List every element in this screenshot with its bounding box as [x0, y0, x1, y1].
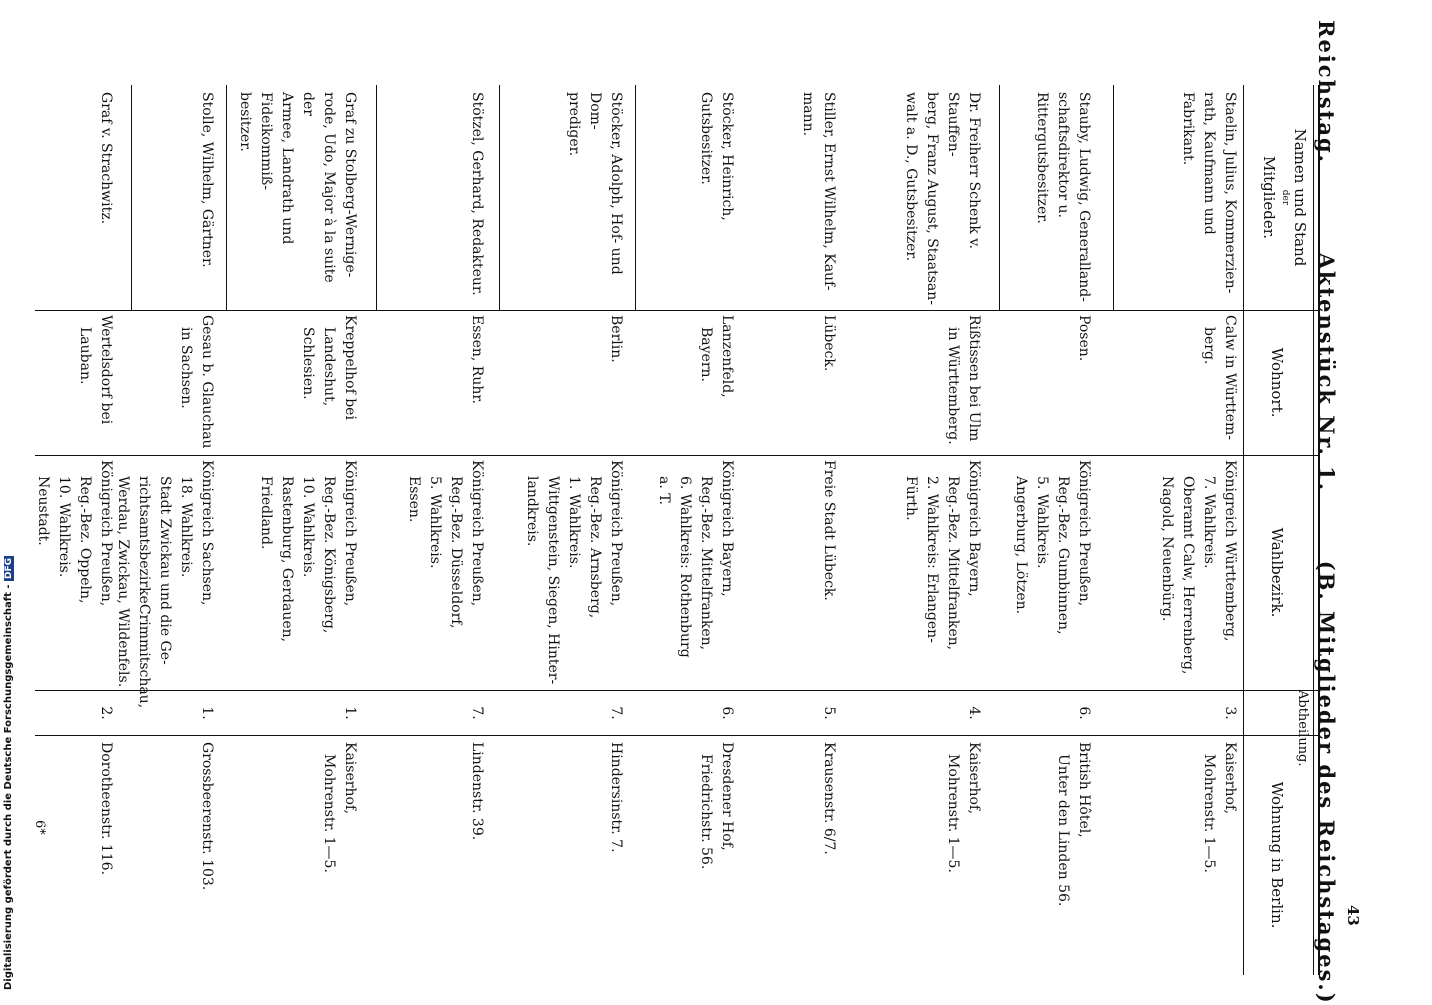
cell-line: Staelin, Julius, Kommerzien-	[1222, 92, 1238, 294]
cell-district	[818, 460, 839, 688]
cell-line: landkreis.	[524, 476, 540, 547]
header-right: (B. Mitglieder des Reichstages.)	[1314, 560, 1339, 1005]
cell-line: Stauby, Ludwig, Generalland-	[1076, 92, 1092, 302]
cell-line: 7.	[469, 706, 485, 720]
cell-line: a. T.	[656, 476, 672, 505]
cell-line: Königreich Preußen,	[98, 460, 114, 607]
cell-line: Königreich Preußen,	[608, 460, 624, 607]
col-header-district: Wahlbezirk.	[1268, 527, 1286, 618]
col-header-name-line1: Namen und Stand	[1291, 128, 1309, 267]
cell-line: Reg.-Bez. Mittelfranken,	[698, 476, 714, 651]
cell-line: Königreich Sachsen,	[199, 460, 215, 606]
page-number: 43	[1344, 905, 1362, 926]
cell-residence	[297, 315, 360, 453]
cell-residence	[942, 315, 984, 453]
signature-mark: 6*	[32, 820, 47, 835]
cell-residence	[605, 315, 626, 453]
cell-line: Reg.-Bez. Oppeln,	[77, 476, 93, 604]
cell-line: Landeshut,	[321, 327, 337, 407]
cell-line: walt a. D., Gutsbesitzer.	[903, 92, 919, 262]
cell-line: Königreich Bayern,	[966, 460, 982, 597]
cell-berlin	[196, 742, 217, 972]
cell-line: Kaiserhof,	[342, 742, 358, 815]
cell-line: rode, Udo, Major à la suite der	[300, 92, 337, 283]
col-sep-4	[35, 735, 1320, 736]
cell-district	[1156, 460, 1240, 688]
row-divider	[499, 85, 500, 310]
col-header-section: Abtheilung.	[1295, 690, 1310, 767]
cell-berlin	[818, 742, 839, 972]
cell-berlin	[95, 742, 116, 972]
cell-line: Mohrenstr. 1—5.	[321, 754, 337, 873]
cell-section	[466, 695, 487, 731]
cell-line: Dorotheenstr. 116.	[98, 742, 114, 876]
cell-section	[196, 695, 217, 731]
cell-line: Stötzel, Gerhard, Redakteur.	[469, 92, 485, 296]
cell-line: Grossbeerenstr. 103.	[199, 742, 215, 891]
cell-section	[818, 695, 839, 731]
row-divider	[1113, 85, 1114, 310]
cell-line: Reg.-Bez. Mittelfranken,	[945, 476, 961, 651]
cell-residence	[695, 315, 737, 453]
cell-line: Neustadt.	[35, 476, 51, 546]
cell-line: Mohrenstr. 1—5.	[1201, 754, 1217, 873]
cell-line: Angerburg, Lötzen.	[1013, 476, 1029, 615]
cell-berlin	[942, 742, 984, 972]
row-divider	[376, 85, 377, 310]
cell-section	[95, 695, 116, 731]
cell-name	[695, 92, 737, 307]
cell-line: besitzer.	[237, 92, 253, 152]
header-left: Reichstag.	[1314, 20, 1339, 164]
cell-line: Lindenstr. 39.	[469, 742, 485, 841]
cell-line: berg.	[1201, 327, 1217, 365]
cell-line: berg, Franz August, Staatsan-	[924, 92, 940, 306]
col-header-name	[1259, 85, 1310, 310]
cell-berlin	[1198, 742, 1240, 972]
cell-name	[466, 92, 487, 307]
cell-berlin	[605, 742, 626, 972]
col-header-berlin: Wohnung in Berlin.	[1268, 781, 1286, 929]
cell-line: Berlin.	[608, 315, 624, 363]
cell-name	[196, 92, 217, 307]
cell-residence	[466, 315, 487, 453]
cell-berlin	[1052, 742, 1094, 972]
cell-line: 7.	[608, 706, 624, 720]
cell-line: Königreich Preußen,	[469, 460, 485, 607]
cell-line: Königreich Preußen,	[1076, 460, 1092, 607]
cell-line: 10. Wahlkreis.	[56, 476, 72, 578]
cell-line: Stiller, Ernst Wilhelm, Kauf-	[821, 92, 837, 291]
cell-berlin	[318, 742, 360, 972]
cell-line: Schlesien.	[300, 327, 316, 400]
cell-name	[95, 92, 116, 307]
cell-line: British Hôtel,	[1076, 742, 1092, 838]
cell-line: 18. Wahlkreis.	[178, 476, 194, 578]
cell-name	[900, 92, 984, 307]
cell-line: 4.	[966, 706, 982, 720]
cell-line: Königreich Württemberg,	[1222, 460, 1238, 642]
cell-line: Freie Stadt Lübeck.	[821, 460, 837, 601]
cell-line: 3.	[1222, 706, 1238, 720]
cell-district	[112, 460, 217, 709]
dfg-notice	[3, 556, 14, 990]
cell-residence	[74, 315, 116, 453]
cell-line: Unter den Linden 56.	[1055, 754, 1071, 907]
cell-line: 1.	[342, 706, 358, 720]
cell-residence	[1073, 315, 1094, 453]
cell-name	[1031, 92, 1094, 307]
cell-line: Kreppelhof bei	[342, 315, 358, 420]
row-divider	[131, 85, 132, 310]
cell-line: Krausenstr. 6/7.	[821, 742, 837, 855]
cell-line: Hindersinstr. 7.	[608, 742, 624, 853]
cell-name	[1177, 92, 1240, 307]
cell-section	[963, 695, 984, 731]
cell-line: Friedrichstr. 56.	[698, 754, 714, 870]
cell-name	[563, 92, 626, 307]
cell-line: Bayern.	[698, 327, 714, 382]
cell-line: 6. Wahlkreis: Rothenburg	[677, 476, 693, 658]
cell-line: Stöcker, Adolph, Hof- und Dom-	[587, 92, 624, 275]
cell-line: Wittgenstein, Siegen, Hinter-	[545, 476, 561, 685]
cell-line: Graf v. Strachwitz.	[98, 92, 114, 225]
cell-section	[1219, 695, 1240, 731]
cell-line: in Sachsen.	[178, 327, 194, 409]
cell-residence	[175, 315, 217, 453]
cell-line: Calw in Württem-	[1222, 315, 1238, 440]
cell-line: 6.	[1076, 706, 1092, 720]
col-sep-3	[35, 690, 1320, 691]
cell-district	[900, 460, 984, 688]
cell-line: Königreich Preußen,	[342, 460, 358, 607]
cell-line: Gesau b. Glauchau	[199, 315, 215, 449]
table-top-rule-thin	[1313, 85, 1314, 975]
cell-line: Stöcker, Heinrich, Gutsbesitzer.	[698, 92, 735, 221]
cell-district	[403, 460, 487, 688]
cell-line: Kaiserhof,	[966, 742, 982, 815]
cell-section	[339, 695, 360, 731]
cell-line: Werdau, Zwickau, Wildenfels.	[115, 476, 131, 688]
cell-line: Reg.-Bez. Arnsberg,	[587, 476, 603, 619]
dfg-logo: DFG	[4, 557, 14, 579]
cell-berlin	[695, 742, 737, 972]
cell-district	[255, 460, 360, 688]
col-header-name-line3: Mitglieder.	[1260, 155, 1278, 240]
header-middle: Aktenstück Nr. 1.	[1314, 252, 1339, 493]
cell-district	[32, 460, 116, 688]
cell-line: Rastenburg, Gerdauen,	[279, 476, 295, 643]
cell-name	[234, 92, 360, 307]
cell-line: 5.	[821, 706, 837, 720]
col-header-name-line2: der	[1280, 189, 1290, 206]
cell-line: 10. Wahlkreis.	[300, 476, 316, 578]
cell-line: Armee, Landrath und Fideikommiß-	[258, 92, 295, 245]
cell-residence	[818, 315, 839, 453]
col-sep-1	[35, 310, 1320, 311]
cell-line: Fürth.	[903, 476, 919, 521]
cell-line: Lauban.	[77, 327, 93, 385]
cell-district	[521, 460, 626, 688]
cell-line: Friedland.	[258, 476, 274, 550]
cell-line: 7. Wahlkreis.	[1201, 476, 1217, 569]
col-sep-2	[35, 455, 1320, 456]
cell-line: 5. Wahlkreis.	[427, 476, 443, 569]
cell-line: richtsamtsbezirkeCrimmitschau,	[136, 476, 152, 709]
cell-section	[605, 695, 626, 731]
cell-line: Reg.-Bez. Gumbinnen,	[1055, 476, 1071, 635]
cell-line: Rißtissen bei Ulm	[966, 315, 982, 442]
cell-line: 1. Wahlkreis.	[566, 476, 582, 569]
cell-line: mann.	[800, 92, 816, 137]
cell-line: in Württemberg.	[945, 327, 961, 445]
cell-line: Graf zu Stolberg-Wernige-	[342, 92, 358, 278]
cell-district	[653, 460, 737, 688]
cell-line: Oberamt Calw, Herrenberg,	[1180, 476, 1196, 675]
cell-line: rath, Kaufmann und Fabrikant.	[1180, 92, 1217, 235]
row-divider	[999, 85, 1000, 310]
cell-line: Nagold, Neuenbürg.	[1159, 476, 1175, 622]
cell-line: Posen.	[1076, 315, 1092, 362]
col-header-residence: Wohnort.	[1268, 347, 1286, 418]
cell-line: 6.	[719, 706, 735, 720]
cell-line: Wertelsdorf bei	[98, 315, 114, 425]
dfg-text: Digitalisierung gefördert durch die Deutsche Forschungsgemeinschaft -	[3, 584, 14, 990]
cell-line: 2.	[98, 706, 114, 720]
cell-line: Dresdener Hof,	[719, 742, 735, 851]
cell-residence	[1198, 315, 1240, 453]
cell-line: Essen.	[406, 476, 422, 523]
cell-district	[1010, 460, 1094, 688]
table-top-rule	[1318, 85, 1320, 975]
header-bottom-rule	[1243, 85, 1244, 975]
cell-line: schaftsdirektor u. Rittergutsbesitzer.	[1034, 92, 1071, 224]
cell-line: Mohrenstr. 1—5.	[945, 754, 961, 873]
cell-section	[1073, 695, 1094, 731]
cell-line: Stadt Zwickau und die Ge-	[157, 476, 173, 665]
cell-line: Reg.-Bez. Düsseldorf,	[448, 476, 464, 629]
cell-line: 2. Wahlkreis: Erlangen-	[924, 476, 940, 643]
cell-line: Lanzenfeld,	[719, 315, 735, 398]
row-divider	[226, 85, 227, 310]
cell-line: Dr. Freiherr Schenk v. Stauffen-	[945, 92, 982, 249]
row-divider	[635, 85, 636, 310]
cell-section	[716, 695, 737, 731]
cell-name	[797, 92, 839, 307]
cell-line: prediger.	[566, 92, 582, 157]
cell-berlin	[466, 742, 487, 972]
cell-line: 5. Wahlkreis.	[1034, 476, 1050, 569]
cell-line: Kaiserhof,	[1222, 742, 1238, 815]
cell-line: Reg.-Bez. Königsberg,	[321, 476, 337, 634]
cell-line: Essen, Ruhr.	[469, 315, 485, 404]
cell-line: Lübeck.	[821, 315, 837, 372]
cell-line: Stolle, Wilhelm, Gärtner.	[199, 92, 215, 268]
cell-line: 1.	[199, 706, 215, 720]
cell-line: Königreich Bayern,	[719, 460, 735, 597]
